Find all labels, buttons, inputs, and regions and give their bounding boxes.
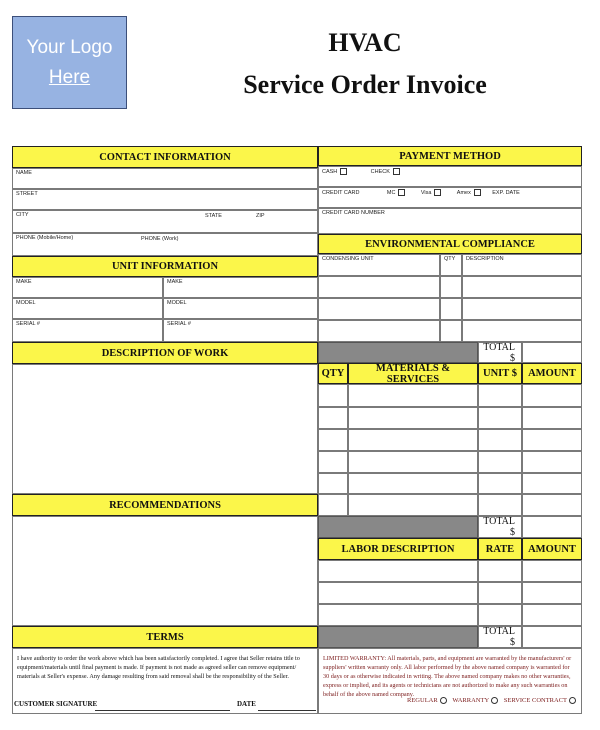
make-label: MAKE — [16, 279, 32, 285]
environmental-compliance-header: ENVIRONMENTAL COMPLIANCE — [318, 234, 582, 254]
materials-unit-header: UNIT $ — [478, 363, 522, 384]
env-row-cell[interactable] — [440, 320, 462, 342]
labor-row-cell[interactable] — [478, 604, 522, 626]
mc-checkbox[interactable] — [398, 189, 405, 196]
make-field-2[interactable] — [163, 277, 318, 298]
serial-label: SERIAL # — [16, 321, 40, 327]
labor-row-cell[interactable] — [478, 582, 522, 604]
credit-card-number-label: CREDIT CARD NUMBER — [322, 210, 385, 216]
materials-row-cell[interactable] — [478, 384, 522, 407]
payment-cash-check-row — [318, 166, 582, 187]
make-label: MAKE — [167, 279, 183, 285]
materials-qty-header: QTY — [318, 363, 348, 384]
model-label: MODEL — [16, 300, 36, 306]
terms-text: I have authority to order the work above which has been satisfactorily completed. I agree that Seller retains title to equipment/materials until final payment is made. If payment is not made as agreed seller can remove equipment/ materials at Seller's expense. Any damage resulting from said removal shall be the responsibility of the Seller. — [12, 648, 318, 714]
total-shaded-cell — [318, 626, 478, 648]
materials-row-cell[interactable] — [522, 451, 582, 473]
amex-checkbox[interactable] — [474, 189, 481, 196]
date-line[interactable] — [258, 710, 316, 711]
state-label: STATE — [205, 213, 222, 219]
logo-placeholder — [12, 16, 127, 109]
condensing-unit-label: CONDENSING UNIT — [322, 256, 374, 262]
title-hvac: HVAC — [328, 28, 402, 57]
total-shaded-cell — [318, 342, 478, 363]
materials-row-cell[interactable] — [318, 407, 348, 429]
city-field[interactable] — [12, 210, 318, 233]
total-value-2[interactable] — [522, 516, 582, 538]
env-qty-field[interactable] — [440, 254, 462, 276]
warranty-paragraph: LIMITED WARRANTY: All materials, parts, and equipment are warranted by the manufacturers' or suppliers' written warranty only. All labor performed by the above named company is warranted for 30 days or as otherwise indicated in writing. The above named company makes no other warranties, express or implied, and its agents or technicians are not authorized to make any such warranties on behalf of the above named company. — [323, 655, 572, 698]
check-label: CHECK — [370, 168, 390, 175]
recommendations-header: RECOMMENDATIONS — [12, 494, 318, 516]
total-label-2: TOTAL $ — [478, 516, 522, 538]
total-shaded-cell — [318, 516, 478, 538]
mc-label: MC — [386, 189, 396, 196]
env-row-cell[interactable] — [318, 276, 440, 298]
cash-checkbox[interactable] — [340, 168, 347, 175]
materials-row-cell[interactable] — [522, 473, 582, 494]
city-label: CITY — [16, 212, 29, 218]
warranty-label: WARRANTY — [452, 697, 490, 704]
regular-label: REGULAR — [407, 697, 438, 704]
materials-row-cell[interactable] — [522, 407, 582, 429]
materials-row-cell[interactable] — [348, 494, 478, 516]
regular-radio[interactable] — [440, 697, 447, 704]
env-description-field[interactable] — [462, 254, 582, 276]
materials-row-cell[interactable] — [348, 451, 478, 473]
street-label: STREET — [16, 191, 38, 197]
materials-row-cell[interactable] — [318, 473, 348, 494]
labor-description-header: LABOR DESCRIPTION — [318, 538, 478, 560]
service-contract-label: SERVICE CONTRACT — [503, 697, 568, 704]
visa-label: Visa — [420, 189, 432, 196]
labor-rate-header: RATE — [478, 538, 522, 560]
zip-label: ZIP — [256, 213, 265, 219]
model-label: MODEL — [167, 300, 187, 306]
total-label-3: TOTAL $ — [478, 626, 522, 648]
labor-row-cell[interactable] — [318, 604, 478, 626]
payment-credit-card-row — [318, 187, 582, 208]
credit-card-label: CREDIT CARD — [322, 189, 360, 196]
model-field-1[interactable] — [12, 298, 163, 319]
cash-label: CASH — [322, 168, 338, 175]
env-row-cell[interactable] — [440, 276, 462, 298]
materials-row-cell[interactable] — [478, 407, 522, 429]
materials-row-cell[interactable] — [478, 429, 522, 451]
env-row-cell[interactable] — [462, 298, 582, 320]
materials-row-cell[interactable] — [348, 429, 478, 451]
exp-date-label: EXP. DATE — [492, 189, 520, 196]
materials-row-cell[interactable] — [478, 473, 522, 494]
customer-signature-line[interactable] — [95, 710, 230, 711]
labor-row-cell[interactable] — [318, 560, 478, 582]
env-row-cell[interactable] — [462, 276, 582, 298]
logo-text-line1: Your Logo — [26, 37, 113, 58]
amex-label: Amex — [456, 189, 471, 196]
customer-signature-label: CUSTOMER SIGNATURE — [14, 700, 98, 708]
condensing-unit-field[interactable] — [318, 254, 440, 276]
phone-work-label: PHONE (Work) — [141, 236, 179, 242]
materials-row-cell[interactable] — [522, 494, 582, 516]
materials-row-cell[interactable] — [522, 384, 582, 407]
service-type-options — [407, 696, 576, 705]
phone-field[interactable] — [12, 233, 318, 256]
serial-field-1[interactable] — [12, 319, 163, 342]
materials-row-cell[interactable] — [348, 384, 478, 407]
logo-text-line2: Here — [48, 67, 91, 88]
labor-row-cell[interactable] — [522, 604, 582, 626]
recommendations-field[interactable] — [12, 516, 318, 626]
total-label-1: TOTAL $ — [478, 342, 522, 363]
env-row-cell[interactable] — [440, 298, 462, 320]
description-of-work-field[interactable] — [12, 364, 318, 494]
materials-row-cell[interactable] — [522, 429, 582, 451]
materials-amount-header: AMOUNT — [522, 363, 582, 384]
env-qty-label: QTY — [444, 256, 456, 262]
terms-header: TERMS — [12, 626, 318, 648]
visa-checkbox[interactable] — [434, 189, 441, 196]
warranty-radio[interactable] — [491, 697, 498, 704]
materials-row-cell[interactable] — [478, 494, 522, 516]
serial-field-2[interactable] — [163, 319, 318, 342]
contact-information-header: CONTACT INFORMATION — [12, 146, 318, 168]
credit-card-number-field[interactable] — [318, 208, 582, 234]
total-value-3[interactable] — [522, 626, 582, 648]
env-row-cell[interactable] — [318, 298, 440, 320]
materials-row-cell[interactable] — [348, 407, 478, 429]
labor-row-cell[interactable] — [318, 582, 478, 604]
title-service-order-invoice: Service Order Invoice — [243, 70, 487, 99]
date-label: DATE — [237, 700, 256, 708]
env-description-label: DESCRIPTION — [466, 256, 504, 262]
materials-row-cell[interactable] — [348, 473, 478, 494]
service-contract-radio[interactable] — [569, 697, 576, 704]
check-checkbox[interactable] — [393, 168, 400, 175]
env-row-cell[interactable] — [462, 320, 582, 342]
labor-row-cell[interactable] — [478, 560, 522, 582]
materials-row-cell[interactable] — [318, 384, 348, 407]
limited-warranty-text — [318, 648, 582, 714]
serial-label: SERIAL # — [167, 321, 191, 327]
labor-amount-header: AMOUNT — [522, 538, 582, 560]
materials-row-cell[interactable] — [318, 429, 348, 451]
labor-row-cell[interactable] — [522, 560, 582, 582]
unit-information-header: UNIT INFORMATION — [12, 256, 318, 277]
description-of-work-header: DESCRIPTION OF WORK — [12, 342, 318, 364]
street-field[interactable] — [12, 189, 318, 210]
name-label: NAME — [16, 170, 32, 176]
labor-row-cell[interactable] — [522, 582, 582, 604]
materials-row-cell[interactable] — [318, 494, 348, 516]
model-field-2[interactable] — [163, 298, 318, 319]
materials-row-cell[interactable] — [478, 451, 522, 473]
total-value-1[interactable] — [522, 342, 582, 363]
materials-services-header: MATERIALS & SERVICES — [348, 363, 478, 384]
name-field[interactable] — [12, 168, 318, 189]
env-row-cell[interactable] — [318, 320, 440, 342]
phone-mobile-label: PHONE (Mobile/Home) — [16, 235, 74, 241]
materials-row-cell[interactable] — [318, 451, 348, 473]
make-field-1[interactable] — [12, 277, 163, 298]
payment-method-header: PAYMENT METHOD — [318, 146, 582, 166]
